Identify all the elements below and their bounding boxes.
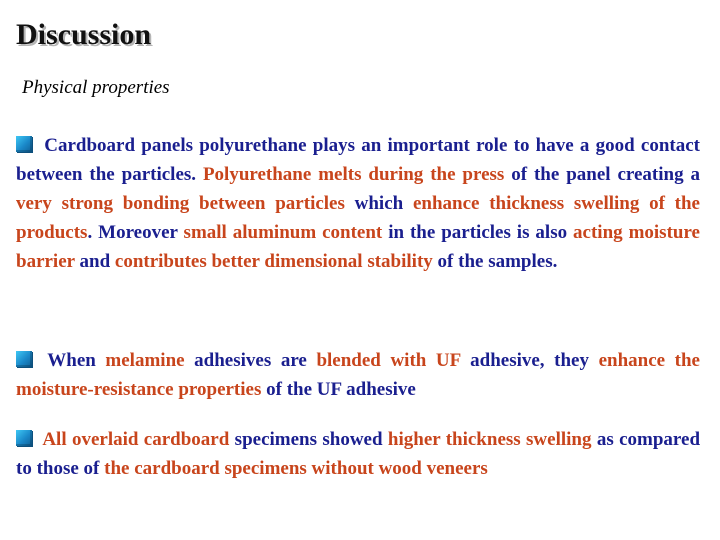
page-title: Discussion xyxy=(16,18,152,51)
body-text: . Moreover xyxy=(87,222,184,243)
square-bullet-icon xyxy=(16,351,32,367)
highlighted-text: small aluminum content xyxy=(183,222,383,243)
highlighted-text: higher thickness swelling xyxy=(387,429,592,450)
body-text: When xyxy=(47,350,106,371)
body-text: specimens showed xyxy=(229,429,388,450)
square-bullet-icon xyxy=(16,136,32,152)
highlighted-text: acting moisture barrier xyxy=(16,222,700,272)
body-text: and xyxy=(74,251,115,272)
bullet-paragraph xyxy=(16,346,700,404)
body-text: Cardboard panels polyurethane plays an important role to have a good contact between the particles. xyxy=(16,135,701,185)
highlighted-text: contributes better dimensional stability xyxy=(114,251,433,272)
square-bullet-icon xyxy=(16,430,32,446)
bullet-paragraph xyxy=(16,131,700,276)
highlighted-text: blended with UF xyxy=(316,350,461,371)
body-text: as compared to those of xyxy=(16,429,701,479)
highlighted-text: very strong bonding between particles xyxy=(16,193,345,214)
body-text: which xyxy=(344,193,413,214)
highlighted-text: enhance thickness swelling of the products xyxy=(16,193,700,243)
bullet-paragraph xyxy=(16,425,700,483)
highlighted-text: Polyurethane melts during the press xyxy=(202,164,505,185)
body-text: adhesive, they xyxy=(460,350,599,371)
section-subtitle: Physical properties xyxy=(22,77,170,98)
body-text: of the panel creating a xyxy=(504,164,700,185)
highlighted-text: enhance the moisture-resistance properties xyxy=(16,350,700,400)
highlighted-text: the cardboard specimens without wood veneers xyxy=(104,458,488,479)
body-text: in the particles is also xyxy=(382,222,574,243)
highlighted-text: All overlaid cardboard xyxy=(42,429,230,450)
highlighted-text: melamine xyxy=(105,350,185,371)
body-text: of the UF adhesive xyxy=(261,379,416,400)
body-text: adhesives are xyxy=(184,350,317,371)
body-text: of the samples. xyxy=(432,251,558,272)
